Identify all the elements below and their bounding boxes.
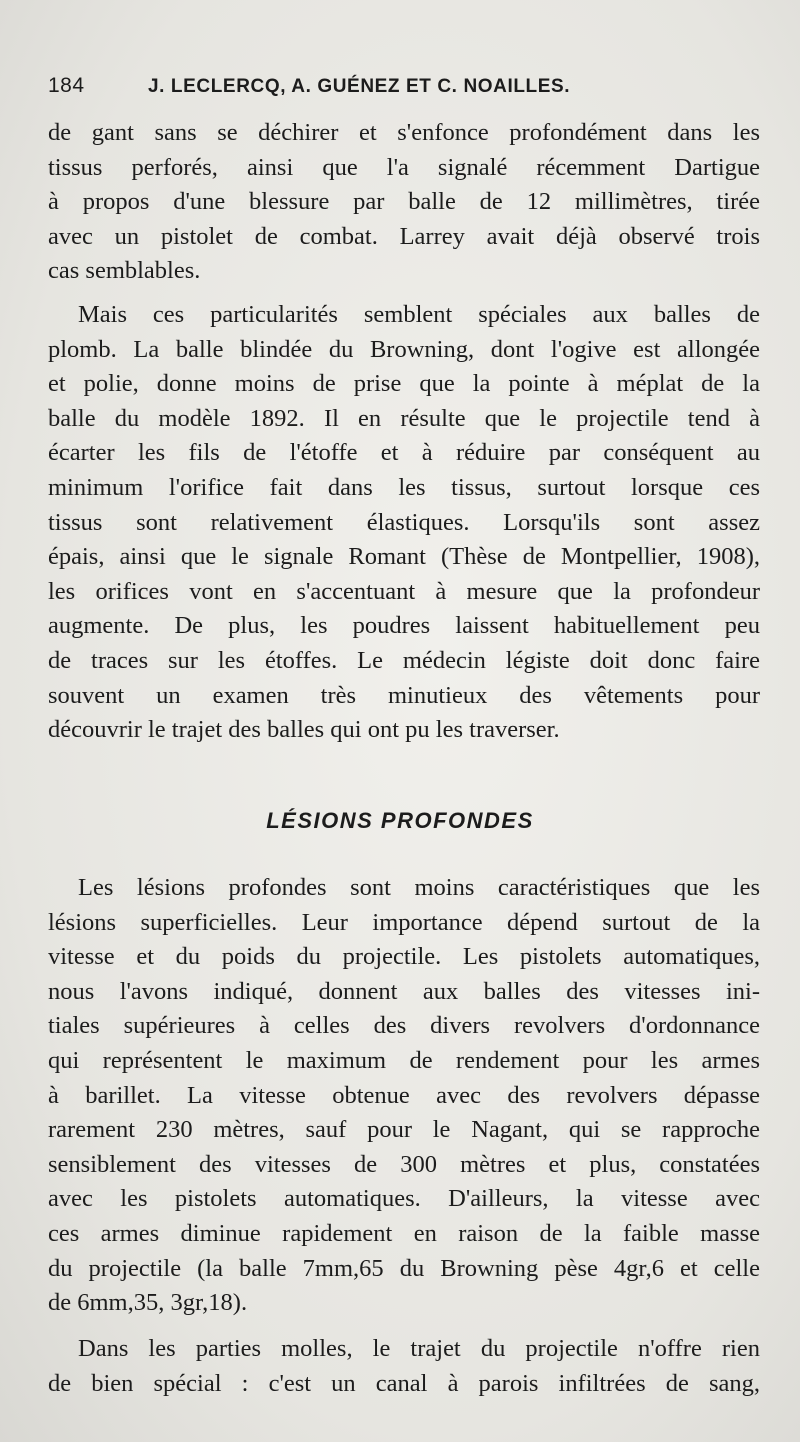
text-line: Mais ces particularités semblent spéciales aux balles de	[78, 301, 760, 328]
text-line: minimum l'orifice fait dans les tissus, surtout lorsque ces	[48, 473, 760, 501]
paragraph-4	[48, 1332, 760, 1401]
text-line: rarement 230 mètres, sauf pour le Nagant, qui se rapproche	[48, 1116, 760, 1144]
paragraph-2	[48, 298, 760, 748]
text-line: cas semblables.	[48, 257, 201, 285]
section-heading: LÉSIONS PROFONDES	[266, 808, 534, 833]
text-line: de bien spécial : c'est un canal à parois infiltrées de sang,	[48, 1369, 760, 1397]
text-line: plomb. La balle blindée du Browning, dont l'ogive est allongée	[48, 335, 760, 363]
text-line: de traces sur les étoffes. Le médecin légiste doit donc faire	[48, 646, 760, 674]
text-line: tissus perforés, ainsi que l'a signalé récemment Dartigue	[48, 153, 760, 181]
text-line: avec les pistolets automatiques. D'ailleurs, la vitesse avec	[48, 1185, 760, 1213]
text-line: épais, ainsi que le signale Romant (Thèse de Montpellier, 1908),	[48, 543, 760, 571]
text-line: nous l'avons indiqué, donnent aux balles des vitesses ini-	[48, 977, 760, 1005]
text-line: de 6mm,35, 3gr,18).	[48, 1289, 248, 1317]
text-line: Dans les parties molles, le trajet du projectile n'offre rien	[78, 1335, 760, 1362]
text-line: découvrir le trajet des balles qui ont pu les traverser.	[48, 716, 560, 744]
text-line: à barillet. La vitesse obtenue avec des revolvers dépasse	[48, 1081, 760, 1109]
text-line: avec un pistolet de combat. Larrey avait déjà observé trois	[48, 222, 760, 250]
text-line: les orifices vont en s'accentuant à mesure que la profondeur	[48, 577, 760, 605]
text-line: balle du modèle 1892. Il en résulte que le projectile tend à	[48, 404, 760, 432]
text-line: Les lésions profondes sont moins caractéristiques que les	[78, 874, 760, 901]
paragraph-1	[48, 116, 760, 289]
text-line: de gant sans se déchirer et s'enfonce profondément dans les	[48, 119, 760, 146]
running-head: J. LECLERCQ, A. GUÉNEZ ET C. NOAILLES.	[148, 76, 571, 97]
text-line: sensiblement des vitesses de 300 mètres et plus, constatées	[48, 1150, 760, 1178]
text-line: souvent un examen très minutieux des vêtements pour	[48, 681, 760, 709]
text-line: lésions superficielles. Leur importance dépend surtout de la	[48, 908, 760, 936]
text-line: augmente. De plus, les poudres laissent habituellement peu	[48, 612, 760, 640]
page-number: 184	[48, 74, 85, 97]
text-line: à propos d'une blessure par balle de 12 millimètres, tirée	[48, 188, 760, 216]
text-line: tissus sont relativement élastiques. Lorsqu'ils sont assez	[48, 508, 760, 536]
paragraph-3	[48, 871, 760, 1321]
text-line: vitesse et du poids du projectile. Les pistolets automatiques,	[48, 943, 760, 971]
text-line: ces armes diminue rapidement en raison de la faible masse	[48, 1219, 760, 1247]
text-line: et polie, donne moins de prise que la pointe à méplat de la	[48, 370, 760, 398]
page-header	[48, 74, 748, 106]
text-line: tiales supérieures à celles des divers revolvers d'ordonnance	[48, 1012, 760, 1040]
text-line: du projectile (la balle 7mm,65 du Browning pèse 4gr,6 et celle	[48, 1254, 760, 1282]
text-line: écarter les fils de l'étoffe et à réduire par conséquent au	[48, 439, 760, 467]
text-line: qui représentent le maximum de rendement pour les armes	[48, 1046, 760, 1074]
